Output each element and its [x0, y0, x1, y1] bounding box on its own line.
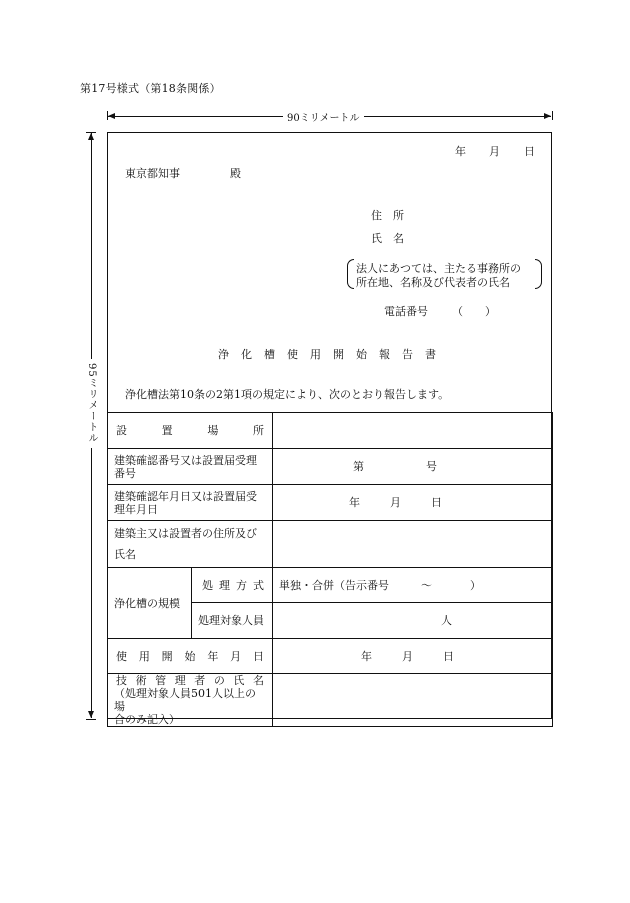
table-row [108, 639, 553, 674]
persons-value-cell[interactable]: 人 [273, 603, 553, 639]
manager-value-cell[interactable] [273, 674, 553, 727]
location-value-cell[interactable] [273, 413, 553, 449]
start-date-value-cell[interactable]: 年 月 日 [273, 639, 553, 674]
addressee: 東京都知事 [125, 167, 180, 180]
document-title: 浄化槽使用開始報告書 [218, 348, 448, 361]
statement: 浄化槽法第10条の2第1項の規定により、次のとおり報告します。 [125, 388, 450, 401]
report-table [107, 412, 553, 727]
table-row [108, 413, 553, 449]
method-value-cell[interactable]: 単独・合併（告示番号 〜 ） [273, 568, 553, 603]
start-date-label: 使 用 開 始 年 月 日 [108, 639, 273, 674]
honorific: 殿 [230, 167, 241, 180]
confirm-date-value-cell[interactable]: 年 月 日 [273, 485, 553, 521]
confirm-number-value-cell[interactable]: 第 号 [273, 449, 553, 485]
form-number-label: 第17号様式（第18条関係） [80, 82, 221, 95]
table-row [108, 449, 553, 485]
table-row [108, 485, 553, 521]
corporation-note [347, 259, 542, 289]
confirm-date-label: 建築確認年月日又は設置届受理年月日 [108, 485, 273, 521]
phone-parens: （ ） [452, 305, 496, 318]
owner-label: 建築主又は設置者の住所及び 氏名 [108, 521, 273, 568]
width-dimension-label: 90ミリメートル [283, 109, 364, 124]
name-label: 氏 名 [371, 232, 404, 245]
date-day: 日 [524, 145, 535, 158]
manager-label: 技 術 管 理 者 の 氏 名 （処理対象人員501人以上の場 合のみ記入） [108, 674, 273, 727]
date-month: 月 [489, 145, 500, 158]
address-label: 住 所 [371, 209, 404, 222]
height-dimension-label: 95ミリメートル [84, 359, 99, 448]
table-row [108, 521, 553, 568]
date-year: 年 [455, 145, 466, 158]
confirm-number-label: 建築確認番号又は設置届受理番号 [108, 449, 273, 485]
owner-value-cell[interactable] [273, 521, 553, 568]
corporation-note-line-1: 法人にあつては、主たる事務所の [356, 262, 521, 275]
persons-label: 処理対象人員 [192, 603, 273, 639]
manager-note: （処理対象人員501人以上の場 合のみ記入） [114, 687, 256, 726]
phone-label: 電話番号 [384, 305, 428, 318]
corporation-note-line-2: 所在地、名称及び代表者の氏名 [356, 276, 510, 289]
scale-label: 浄化槽の規模 [108, 568, 192, 639]
table-row [108, 568, 553, 603]
location-label: 設 置 場 所 [108, 413, 273, 449]
method-label: 処 理 方 式 [192, 568, 273, 603]
table-row [108, 674, 553, 727]
